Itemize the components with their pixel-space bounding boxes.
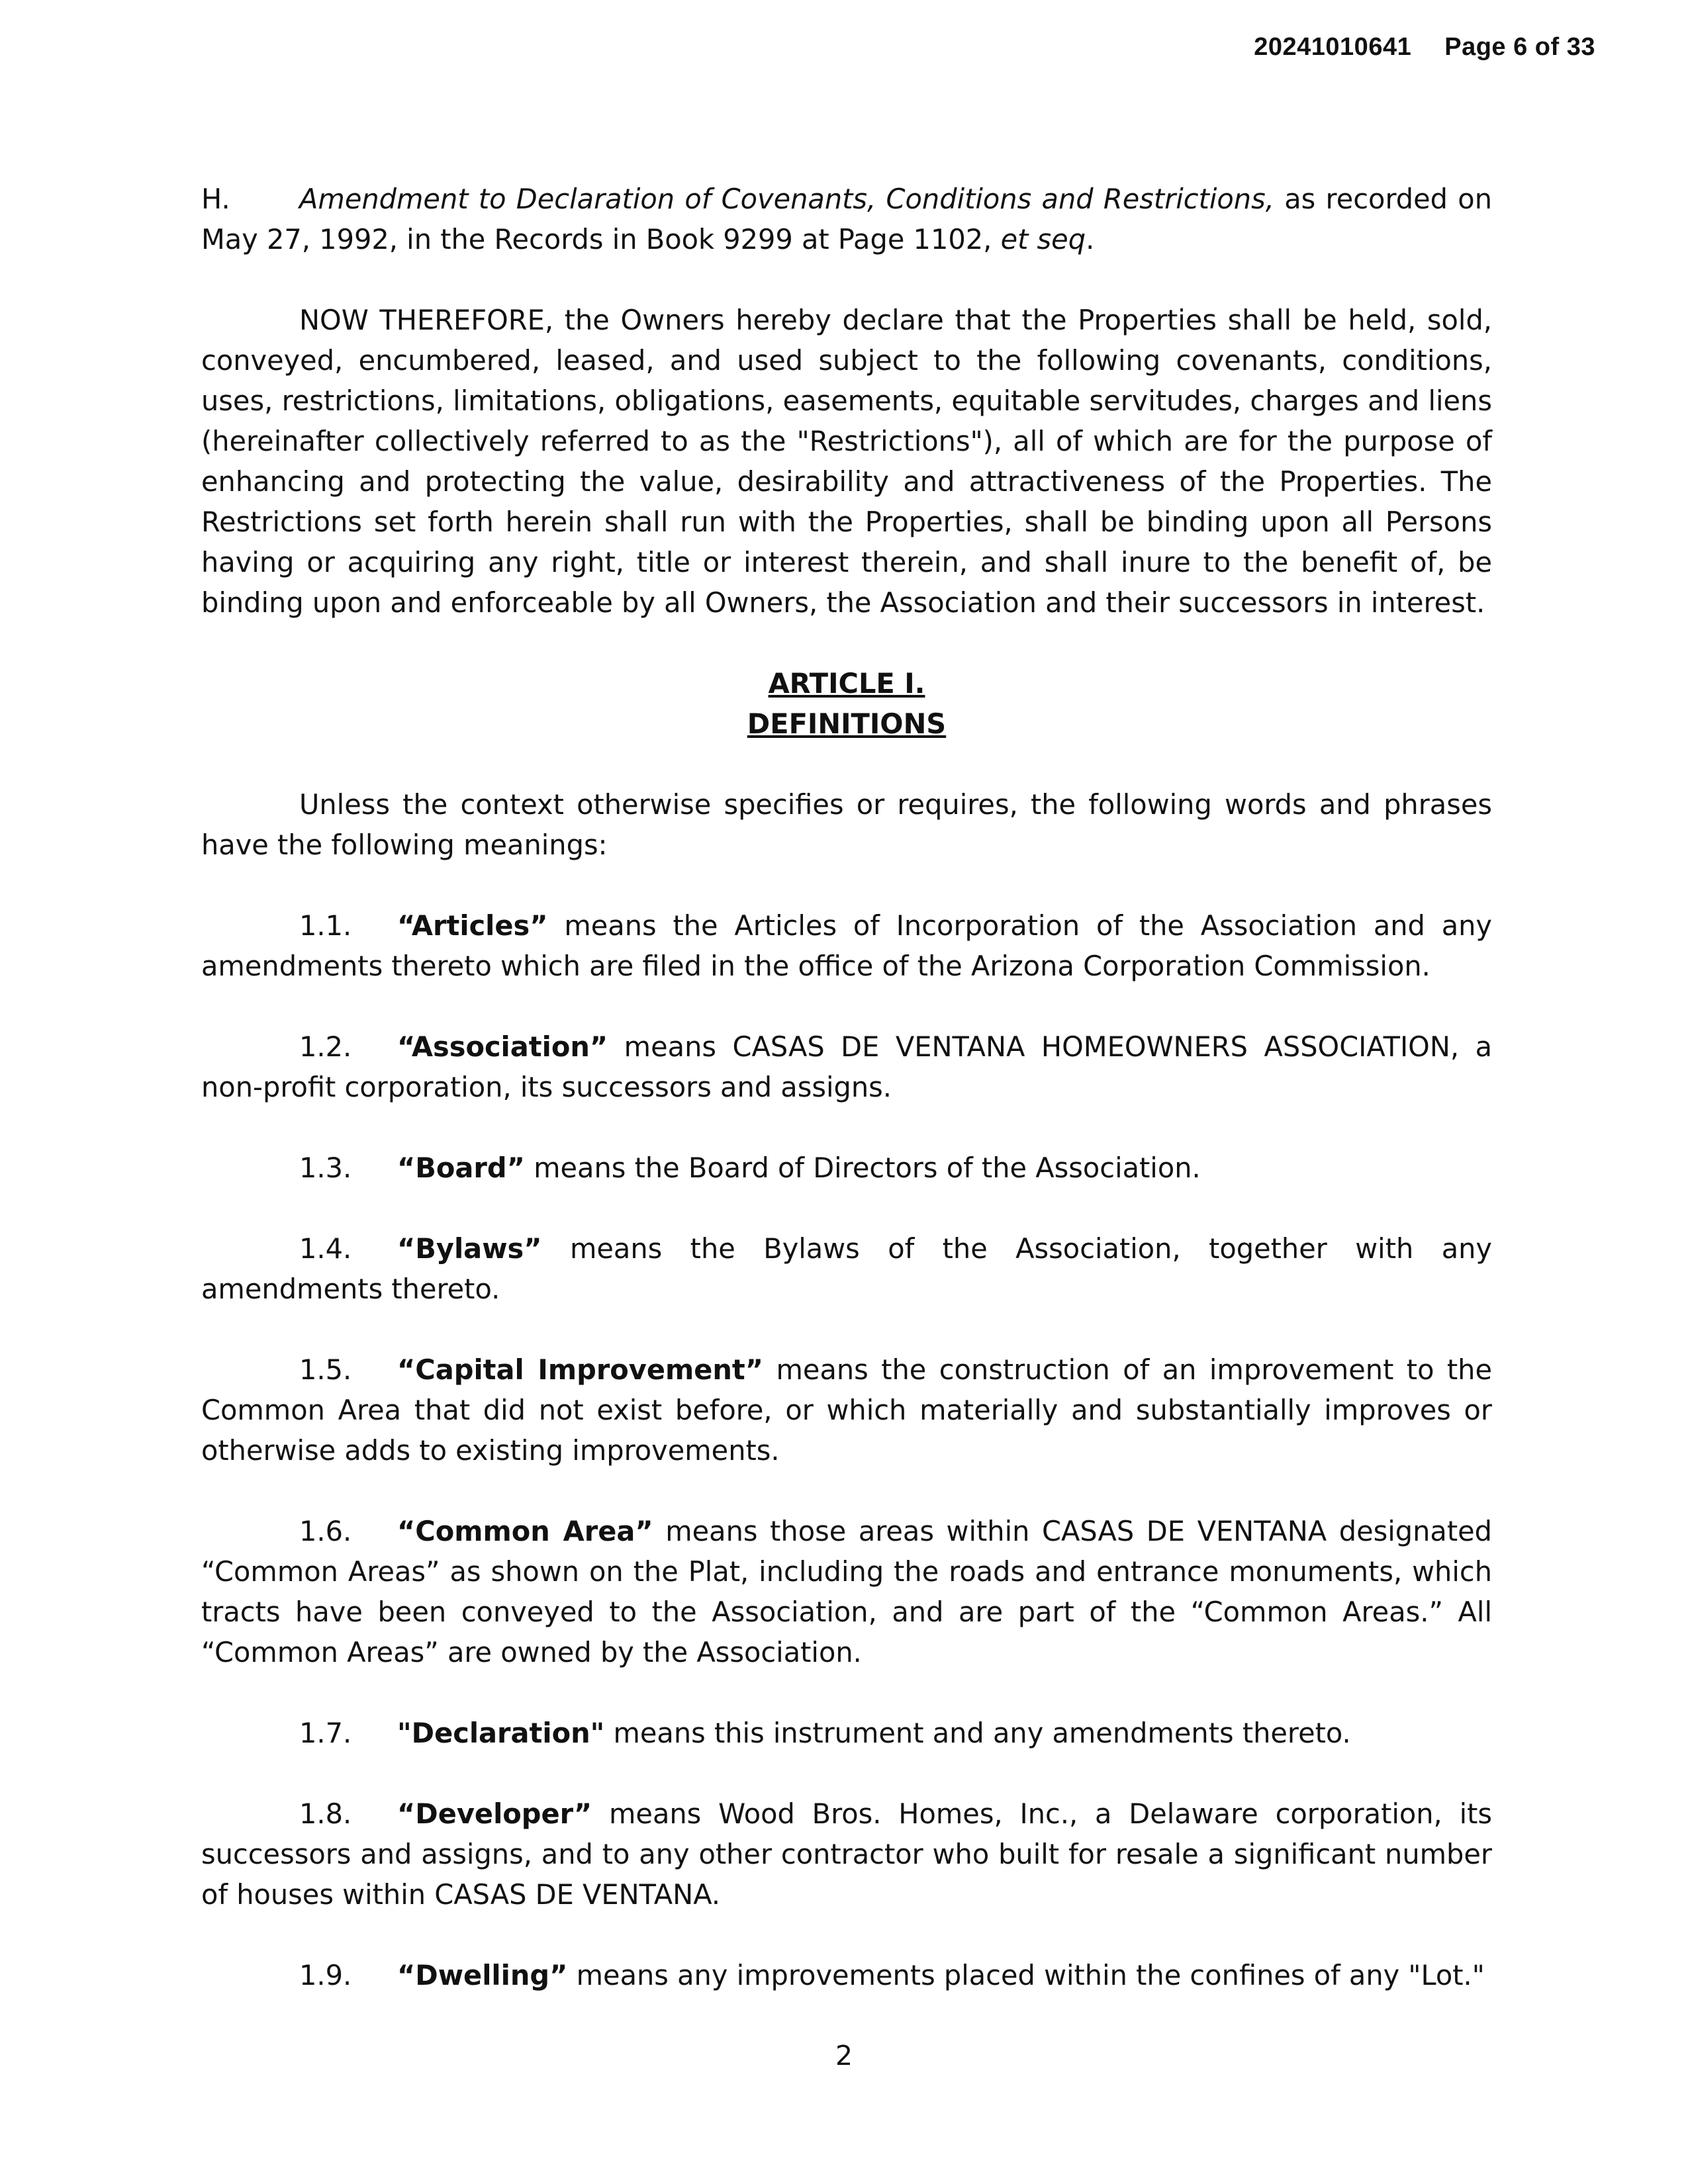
definition-term: “Board” bbox=[397, 1152, 525, 1184]
definition-number: 1.3. bbox=[299, 1152, 352, 1184]
definition-item bbox=[201, 1713, 1492, 1753]
article-number: ARTICLE I. bbox=[768, 667, 925, 700]
definitions-intro: Unless the context otherwise specifies or requires, the following words and phrases have the following meanings: bbox=[201, 788, 1492, 861]
document-body bbox=[201, 179, 1492, 2036]
article-title: DEFINITIONS bbox=[747, 707, 947, 740]
definition-term: “Developer” bbox=[397, 1797, 592, 1830]
definition-number: 1.9. bbox=[299, 1959, 352, 1991]
definition-text: means CASAS DE VENTANA HOMEOWNERS ASSOCIATION, a non-profit corporation, its successors and assigns. bbox=[201, 1030, 1492, 1103]
definition-text: means any improvements placed within the confines of any "Lot." bbox=[567, 1959, 1485, 1991]
definition-term: “Dwelling” bbox=[397, 1959, 568, 1991]
definition-number: 1.2. bbox=[299, 1030, 352, 1063]
definition-term: “Articles” bbox=[397, 909, 548, 942]
definition-number: 1.6. bbox=[299, 1515, 352, 1547]
recital-text: as recorded on May 27, 1992, in the Records in Book 9299 at Page 1102, bbox=[201, 183, 1492, 255]
page-label: Page 6 of 33 bbox=[1444, 33, 1595, 61]
recital-h-paragraph bbox=[201, 179, 1492, 259]
definition-item bbox=[201, 1955, 1492, 1995]
footer-page-number: 2 bbox=[835, 2040, 853, 2071]
definition-item bbox=[201, 1026, 1492, 1107]
definition-text: means this instrument and any amendments thereto. bbox=[604, 1717, 1351, 1749]
recital-letter: H. bbox=[201, 183, 230, 215]
definition-term: "Declaration" bbox=[397, 1717, 605, 1749]
definition-text: means the Board of Directors of the Association. bbox=[524, 1152, 1201, 1184]
definition-number: 1.1. bbox=[299, 909, 352, 942]
definition-item bbox=[201, 1511, 1492, 1672]
definition-item bbox=[201, 1349, 1492, 1471]
definition-text: means Wood Bros. Homes, Inc., a Delaware corporation, its successors and assigns, and to any other contractor who built for resale a significant number of houses within CASAS DE VENTANA. bbox=[201, 1797, 1492, 1911]
definition-text: means the Articles of Incorporation of the Association and any amendments thereto which are filed in the office of the Arizona Corporation Commission. bbox=[201, 909, 1492, 982]
definition-text: means the Bylaws of the Association, together with any amendments thereto. bbox=[201, 1232, 1492, 1305]
page-header bbox=[1254, 33, 1595, 62]
article-heading bbox=[201, 663, 1492, 744]
definition-term: “Common Area” bbox=[397, 1515, 653, 1547]
definition-item bbox=[201, 1228, 1492, 1309]
recording-number: 20241010641 bbox=[1254, 33, 1412, 61]
definition-text: means the construction of an improvement to the Common Area that did not exist before, or which materially and substantially improves or otherwise adds to existing improvements. bbox=[201, 1353, 1493, 1467]
recital-end: . bbox=[1086, 223, 1095, 255]
definition-number: 1.4. bbox=[299, 1232, 352, 1265]
definition-item bbox=[201, 1148, 1492, 1188]
definition-number: 1.8. bbox=[299, 1797, 352, 1830]
definition-item bbox=[201, 905, 1492, 986]
definition-number: 1.7. bbox=[299, 1717, 352, 1749]
definition-term: “Capital Improvement” bbox=[397, 1353, 764, 1386]
definition-item bbox=[201, 1794, 1492, 1915]
recital-et-seq: et seq bbox=[1000, 223, 1086, 255]
now-therefore-paragraph: NOW THEREFORE, the Owners hereby declare that the Properties shall be held, sold, conveyed, encumbered, leased, and used subject to the following covenants, conditions, uses, restrictions, limitations, obligations, easements, equitable servitudes, charges and liens (hereinafter collectively referred to as the "Restrictions"), all of which are for the purpose of enhancing and protecting the value, desirability and attractiveness of the Properties. The Restrictions set forth herein shall run with the Properties, shall be binding upon all Persons having or acquiring any right, title or interest therein, and shall inure to the benefit of, be binding upon and enforceable by all Owners, the Association and their successors in interest. bbox=[201, 304, 1492, 619]
definition-number: 1.5. bbox=[299, 1353, 352, 1386]
definition-text: means those areas within CASAS DE VENTANA designated “Common Areas” as shown on the Plat, including the roads and entrance monuments, which tracts have been conveyed to the Association, and are part of the “Common Areas.” All “Common Areas” are owned by the Association. bbox=[201, 1515, 1493, 1668]
recital-title: Amendment to Declaration of Covenants, Conditions and Restrictions, bbox=[299, 183, 1274, 215]
definition-term: “Bylaws” bbox=[397, 1232, 542, 1265]
definition-term: “Association” bbox=[397, 1030, 608, 1063]
